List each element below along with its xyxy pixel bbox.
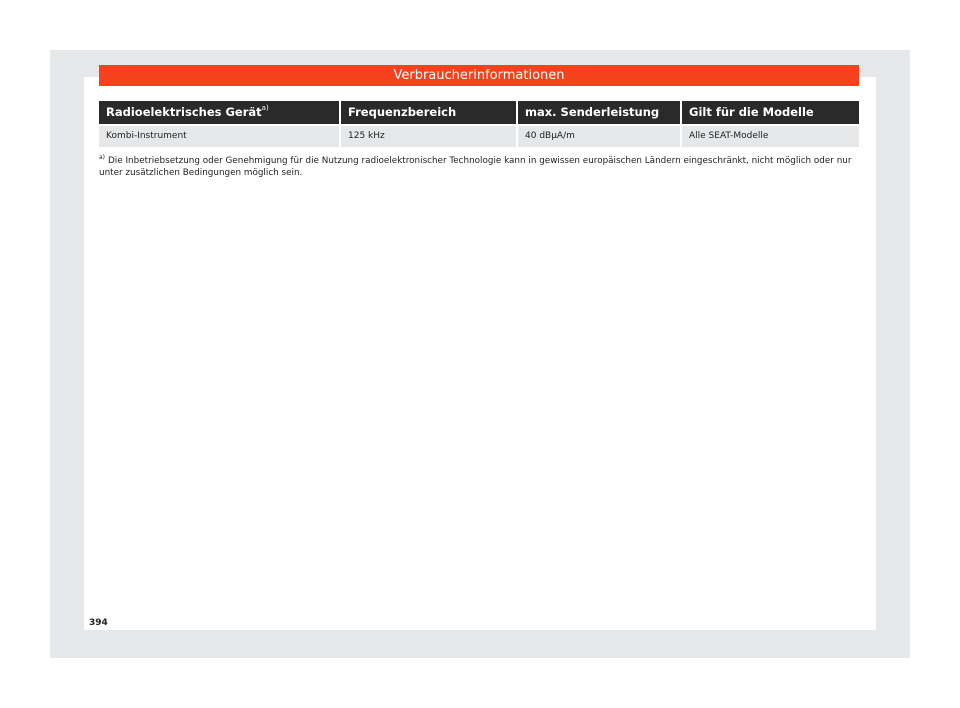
header-frequency: Frequenzbereich [341,101,518,124]
header-max-power: max. Senderleistung [518,101,682,124]
section-title: Verbraucherinformationen [99,65,859,86]
table-row [99,126,859,147]
cell-models: Alle SEAT-Modelle [682,126,859,147]
footnote-text: Die Inbetriebsetzung oder Genehmigung für die Nutzung radioelektronischer Technologie kann in gewissen europäischen Ländern eingeschränkt, nicht möglich oder nur unter zusätzlichen Bedingungen möglich sein. [99,156,852,178]
page-number: 394 [89,618,108,628]
header-footnote-ref: a) [261,104,269,113]
radio-devices-table [99,101,859,147]
footnote-marker: a) [99,154,106,162]
header-models: Gilt für die Modelle [682,101,859,124]
header-device [99,101,341,124]
header-device-label: Radioelektrisches Gerät [106,105,262,119]
table-header-row [99,101,859,124]
cell-device: Kombi-Instrument [99,126,341,147]
cell-max-power: 40 dBµA/m [518,126,682,147]
footnote [99,155,861,179]
cell-frequency: 125 kHz [341,126,518,147]
